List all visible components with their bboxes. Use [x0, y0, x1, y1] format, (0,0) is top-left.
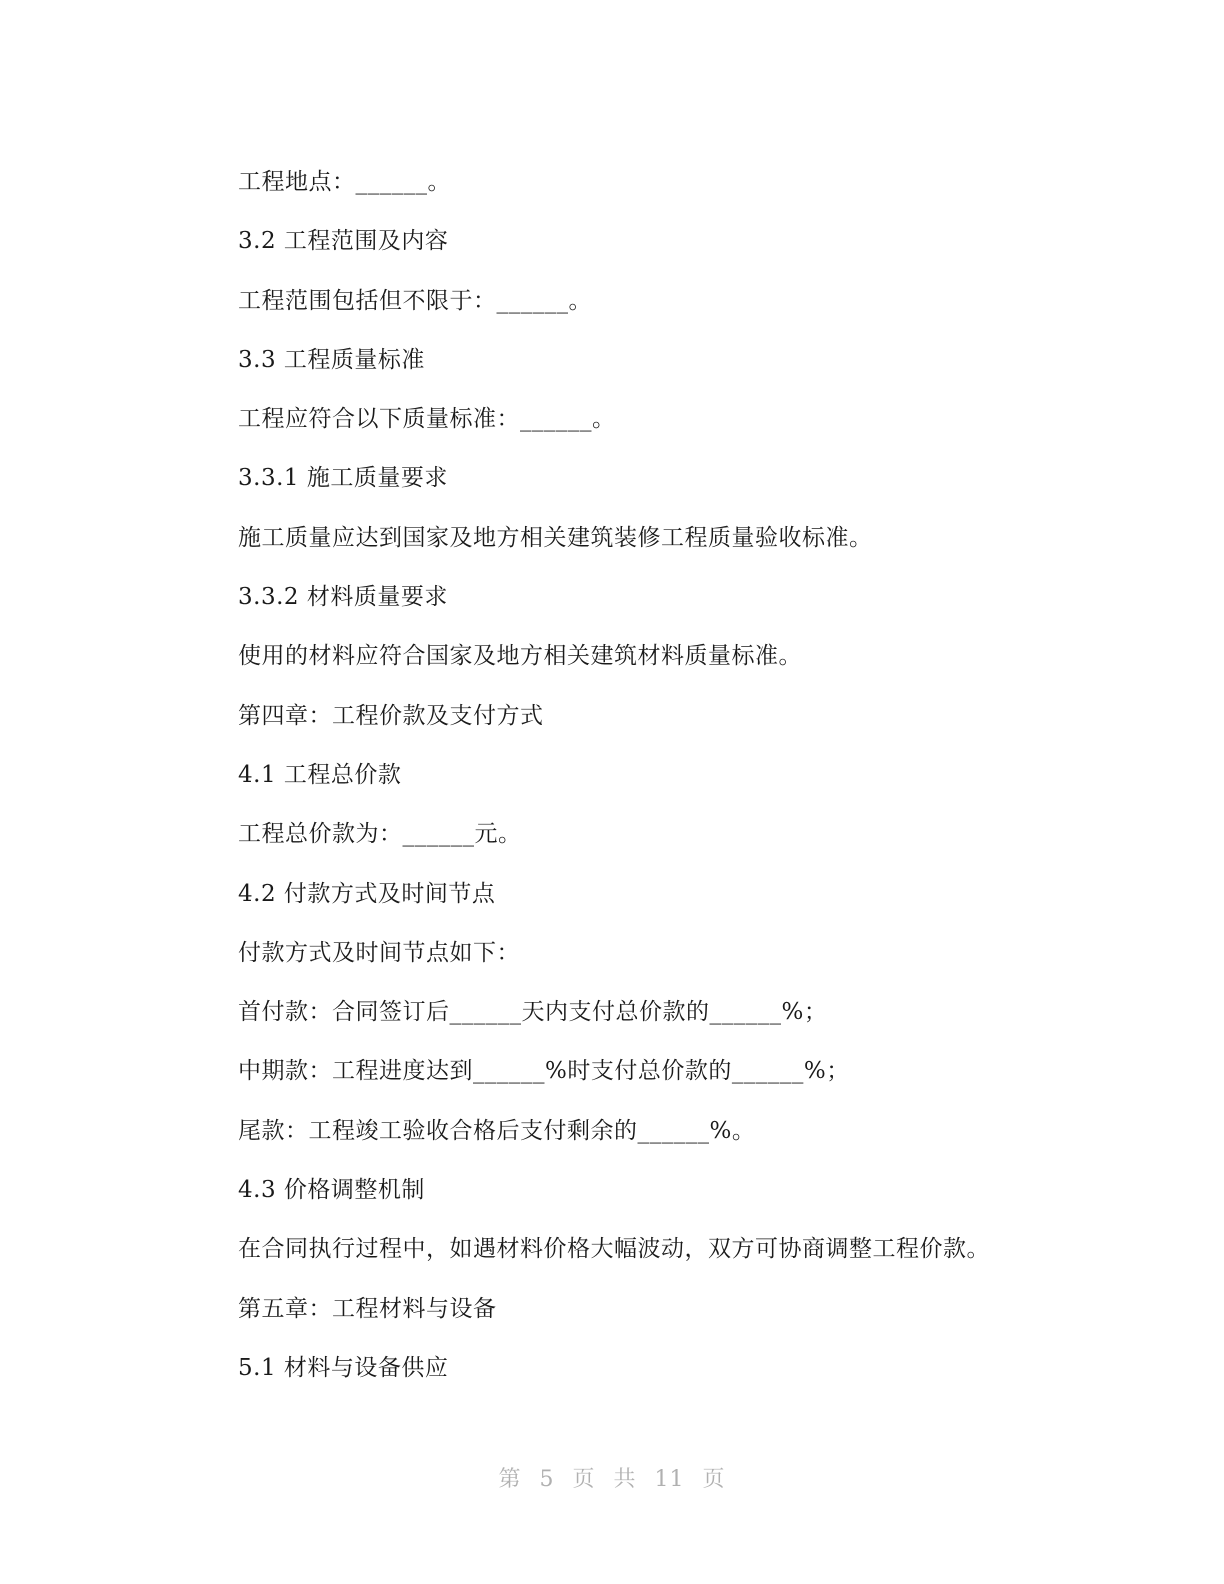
- paragraph-interim-payment: 中期款：工程进度达到______%时支付总价款的______%；: [238, 1058, 850, 1085]
- page-number-footer: 第 5 页 共 11 页: [498, 1467, 726, 1492]
- document-body: [238, 160, 1058, 1405]
- paragraph-construction-quality: 施工质量应达到国家及地方相关建筑装修工程质量验收标准。: [238, 524, 873, 551]
- paragraph-quality: 工程应符合以下质量标准：______。: [238, 406, 616, 433]
- paragraph-project-location: 工程地点：______。: [238, 169, 451, 195]
- heading-3-3-1-construction-quality: 3.3.1 施工质量要求: [238, 465, 448, 492]
- paragraph-total-price: 工程总价款为：______元。: [238, 821, 522, 848]
- heading-3-2-scope: 3.2 工程范围及内容: [238, 228, 449, 255]
- paragraph-final-payment: 尾款：工程竣工验收合格后支付剩余的______%。: [238, 1117, 756, 1144]
- heading-3-3-2-material-quality: 3.3.2 材料质量要求: [238, 584, 448, 611]
- paragraph-down-payment: 首付款：合同签订后______天内支付总价款的______%；: [238, 999, 828, 1026]
- paragraph-material-quality: 使用的材料应符合国家及地方相关建筑材料质量标准。: [238, 643, 802, 670]
- paragraph-price-adjustment: 在合同执行过程中，如遇材料价格大幅波动，双方可协商调整工程价款。: [238, 1236, 990, 1263]
- paragraph-scope: 工程范围包括但不限于：______。: [238, 287, 592, 314]
- chapter-5-heading: 第五章：工程材料与设备: [238, 1295, 497, 1322]
- heading-4-1-total-price: 4.1 工程总价款: [238, 761, 402, 788]
- chapter-4-heading: 第四章：工程价款及支付方式: [238, 702, 544, 729]
- heading-4-2-payment: 4.2 付款方式及时间节点: [238, 880, 496, 907]
- heading-5-1-supply: 5.1 材料与设备供应: [238, 1354, 449, 1381]
- paragraph-payment-intro: 付款方式及时间节点如下：: [238, 939, 520, 966]
- heading-3-3-quality: 3.3 工程质量标准: [238, 346, 425, 373]
- heading-4-3-price-adjustment: 4.3 价格调整机制: [238, 1177, 425, 1204]
